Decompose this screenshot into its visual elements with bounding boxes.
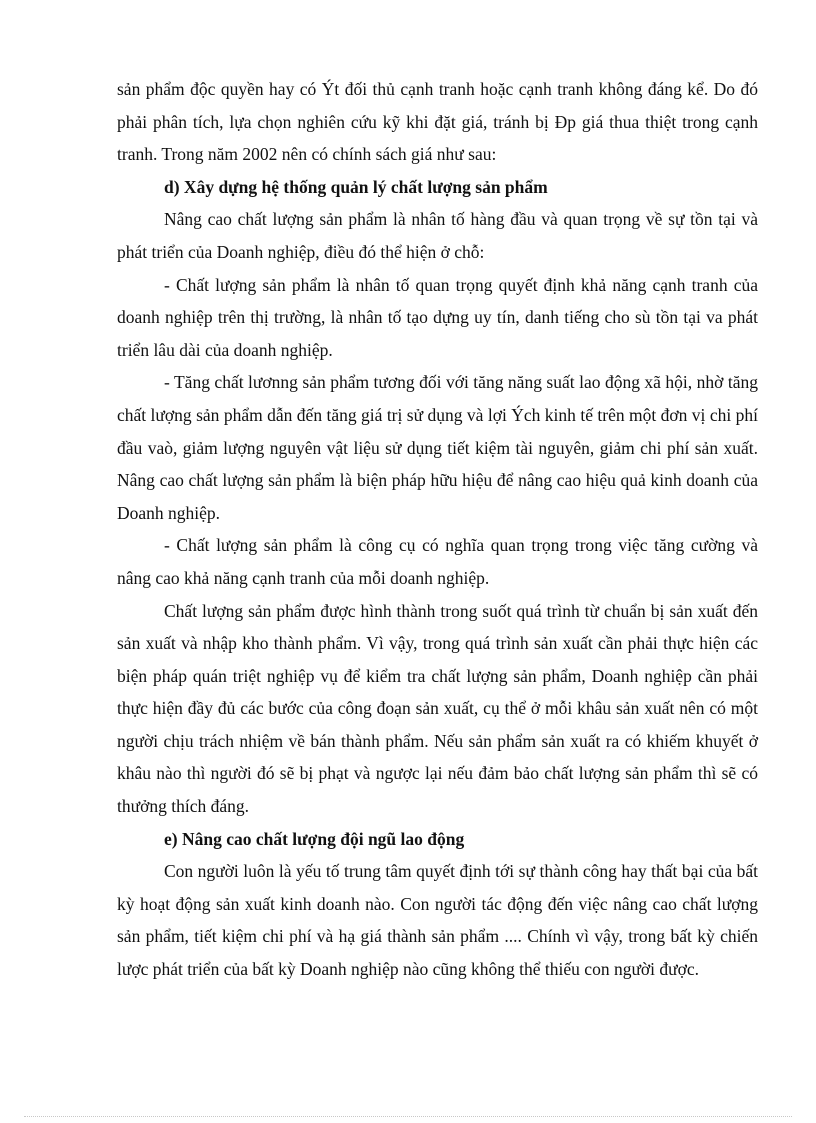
heading-quality-management: d) Xây dựng hệ thống quản lý chất lượng sản phẩm [164,176,548,197]
paragraph-human-factor: Con người luôn là yếu tố trung tâm quyết định tới sự thành công hay thất bại của bất kỳ hoạt động sản xuất kinh doanh nào. Con người tác động đến việc nâng cao chất lượng sản phẩm, tiết kiệm chi phí và hạ giá thành sản phẩm .... Chính vì vậy, trong bất kỳ chiến lược phát triển của bất kỳ Doanh nghiệp nào cũng không thể thiếu con người được. [117,861,758,980]
paragraph-quality-importance: Nâng cao chất lượng sản phẩm là nhân tố hàng đầu và quan trọng về sự tồn tại và phát triển của Doanh nghiệp, điều đó thể hiện ở chỗ: [117,209,758,262]
bullet-quality-competitiveness: - Chất lượng sản phẩm là nhân tố quan trọng quyết định khả năng cạnh tranh của doanh nghiệp trên thị trường, là nhân tố tạo dựng uy tín, danh tiếng cho sù tồn tại va phát triển lâu dài của doanh nghiệp. [117,274,758,360]
paragraph-quality-process: Chất lượng sản phẩm được hình thành trong suốt quá trình từ chuẩn bị sản xuất đến sản xuất và nhập kho thành phẩm. Vì vậy, trong quá trình sản xuất cần phải thực hiện các biện pháp quán triệt nghiệp vụ để kiểm tra chất lượng sản phẩm, Doanh nghiệp cần phải thực hiện đầy đủ các bước của công đoạn sản xuất, cụ thể ở mỗi khâu sản xuất nên có một người chịu trách nhiệm về bán thành phẩm. Nếu sản phẩm sản xuất ra có khiếm khuyết ở khâu nào thì người đó sẽ bị phạt và ngược lại nếu đảm bảo chất lượng sản phẩm thì sẽ có thưởng thích đáng. [117,600,758,817]
bullet-quality-tool: - Chất lượng sản phẩm là công cụ có nghĩa quan trọng trong việc tăng cường và nâng cao khả năng cạnh tranh của mỗi doanh nghiệp. [117,535,758,588]
heading-workforce-quality: e) Nâng cao chất lượng đội ngũ lao động [164,828,465,849]
document-body [117,73,758,986]
page-bottom-divider [24,1116,792,1117]
bullet-quality-productivity: - Tăng chất lươnng sản phẩm tương đối với tăng năng suất lao động xã hội, nhờ tăng chất lượng sản phẩm dẫn đến tăng giá trị sử dụng và lợi Ých kinh tế trên một đơn vị chi phí đầu vaò, giảm lượng nguyên vật liệu sử dụng tiết kiệm tài nguyên, giảm chi phí sản xuất. Nâng cao chất lượng sản phẩm là biện pháp hữu hiệu để nâng cao hiệu quả kinh doanh của Doanh nghiệp. [117,372,758,523]
paragraph-pricing-policy: sản phẩm độc quyền hay có Ýt đối thủ cạnh tranh hoặc cạnh tranh không đáng kể. Do đó phải phân tích, lựa chọn nghiên cứu kỹ khi đặt giá, tránh bị Ðp giá thua thiệt trong cạnh tranh. Trong năm 2002 nên có chính sách giá như sau: [117,79,758,165]
